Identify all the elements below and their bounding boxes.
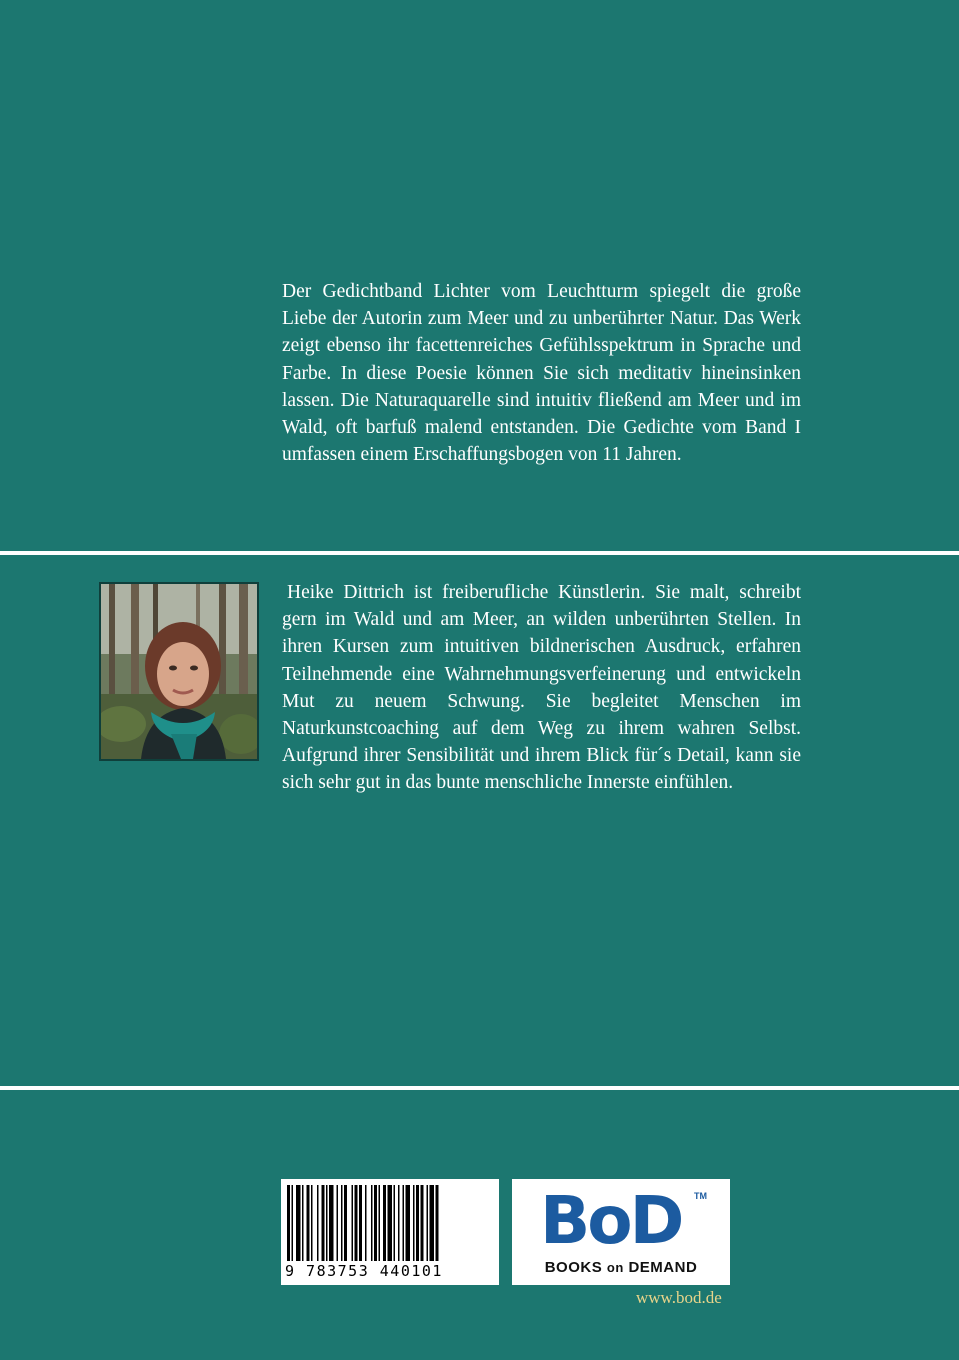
author-bio: Heike Dittrich ist freiberufliche Künstlerin. Sie malt, schreibt gern im Wald und am Meer, an wilden unberührten Stellen. In ihren Kursen zum intuitiven bildnerischen Ausdruck, erfahren Teilnehmende eine Wahrnehmungsverfeinerung und entwickeln Mut zu neuem Schwung. Sie begleitet Menschen im Naturkunstcoaching auf dem Weg zu ihrem wahren Selbst. Aufgrund ihrer Sensibilität und ihrem Blick für´s Detail, kann sie sich sehr gut in das bunte menschliche Innerste einfühlen.	[282, 582, 801, 794]
barcode-bar	[371, 1185, 373, 1261]
tagline-on: on	[606, 1260, 624, 1275]
barcode-bar	[416, 1185, 419, 1261]
barcode-bar	[326, 1185, 328, 1261]
barcode-bar	[355, 1185, 358, 1261]
barcode-bar	[374, 1185, 377, 1261]
barcode-bar	[287, 1185, 290, 1261]
barcode-bar	[329, 1185, 334, 1261]
barcode-bars	[281, 1179, 499, 1263]
barcode-bar	[430, 1185, 435, 1261]
tagline-demand: DEMAND	[628, 1259, 698, 1276]
barcode-bar	[388, 1185, 393, 1261]
barcode-bar	[322, 1185, 325, 1261]
barcode-bar	[413, 1185, 415, 1261]
publisher-tagline	[512, 1259, 730, 1276]
divider-bottom	[0, 1086, 959, 1090]
tagline-books: BOOKS	[544, 1259, 603, 1276]
barcode-bar	[302, 1185, 304, 1261]
barcode-bar	[292, 1185, 294, 1261]
barcode-bar	[427, 1185, 429, 1261]
barcode-bar	[383, 1185, 386, 1261]
barcode-bar	[337, 1185, 339, 1261]
barcode-bar	[436, 1185, 439, 1261]
barcode-bar	[317, 1185, 319, 1261]
divider-top	[0, 551, 959, 555]
barcode-bar	[394, 1185, 396, 1261]
barcode-digits: 9 783753 440101	[285, 1262, 443, 1280]
barcode-bar	[359, 1185, 362, 1261]
bod-logo-text: BoD	[540, 1182, 682, 1259]
barcode-bar	[365, 1185, 367, 1261]
author-photo	[99, 582, 259, 761]
barcode-bar	[406, 1185, 411, 1261]
publisher-url[interactable]: www.bod.de	[636, 1288, 722, 1307]
barcode-bar	[403, 1185, 405, 1261]
barcode-bar	[421, 1185, 424, 1261]
barcode-bar	[341, 1185, 343, 1261]
isbn-barcode	[281, 1179, 499, 1285]
barcode-bar	[296, 1185, 301, 1261]
barcode-bar	[352, 1185, 354, 1261]
barcode-bar	[307, 1185, 310, 1261]
barcode-bar	[379, 1185, 381, 1261]
publisher-logo	[512, 1179, 730, 1285]
book-description: Der Gedichtband Lichter vom Leuchtturm spiegelt die große Liebe der Autorin zum Meer und zu unberührter Natur. Das Werk zeigt ebenso ihr facettenreiches Gefühlsspektrum in Sprache und Farbe. In diese Poesie können Sie sich meditativ hineinsinken lassen. Die Naturaquarelle sind intuitiv fließend am Meer und im Wald, oft barfuß malend entstanden. Die Gedichte vom Band I umfassen einem Erschaffungsbogen von 11 Jahren.	[282, 281, 801, 466]
barcode-bar	[311, 1185, 313, 1261]
trademark-mark: TM	[694, 1191, 707, 1201]
barcode-bar	[344, 1185, 347, 1261]
barcode-bar	[398, 1185, 400, 1261]
